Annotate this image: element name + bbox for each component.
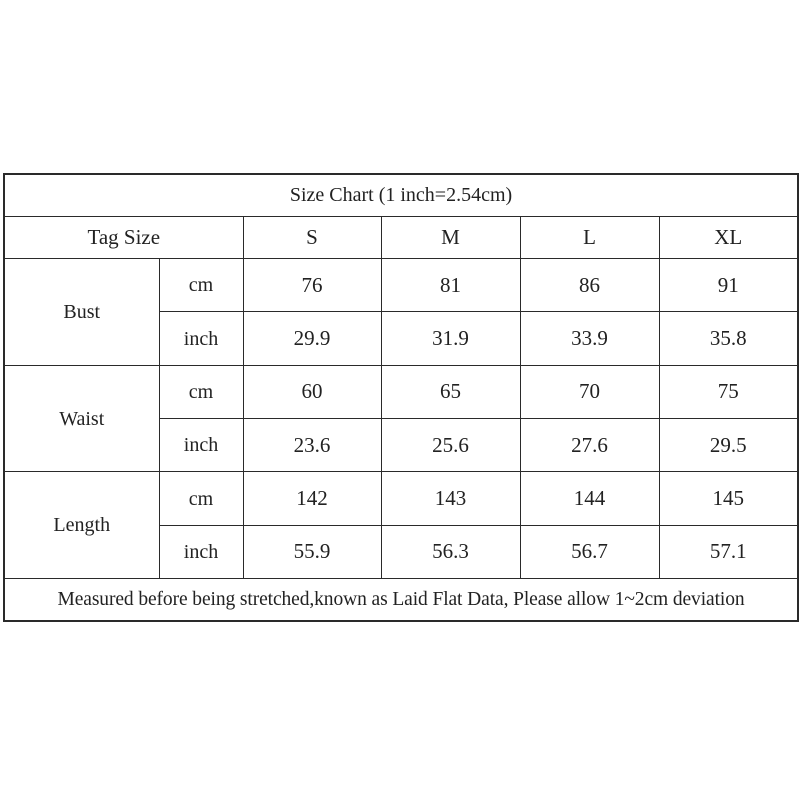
table-row xyxy=(4,365,798,418)
size-chart-table xyxy=(3,173,799,622)
size-header-l: L xyxy=(520,216,659,258)
table-cell: 56.7 xyxy=(520,525,659,578)
note-row xyxy=(4,579,798,621)
measurement-label-waist: Waist xyxy=(4,365,159,472)
table-cell: 31.9 xyxy=(381,312,520,365)
table-cell: 91 xyxy=(659,259,798,312)
unit-label: cm xyxy=(159,259,243,312)
table-cell: 142 xyxy=(243,472,381,525)
table-cell: 76 xyxy=(243,259,381,312)
table-cell: 65 xyxy=(381,365,520,418)
table-cell: 56.3 xyxy=(381,525,520,578)
unit-label: cm xyxy=(159,365,243,418)
table-cell: 25.6 xyxy=(381,419,520,472)
measurement-note: Measured before being stretched,known as Laid Flat Data, Please allow 1~2cm deviation xyxy=(4,579,798,621)
table-cell: 86 xyxy=(520,259,659,312)
table-cell: 33.9 xyxy=(520,312,659,365)
unit-label: inch xyxy=(159,312,243,365)
table-row xyxy=(4,472,798,525)
measurement-label-bust: Bust xyxy=(4,259,159,366)
table-cell: 60 xyxy=(243,365,381,418)
size-header-m: M xyxy=(381,216,520,258)
tag-size-header: Tag Size xyxy=(4,216,243,258)
unit-label: cm xyxy=(159,472,243,525)
table-cell: 144 xyxy=(520,472,659,525)
table-cell: 23.6 xyxy=(243,419,381,472)
unit-label: inch xyxy=(159,419,243,472)
table-cell: 75 xyxy=(659,365,798,418)
table-cell: 29.9 xyxy=(243,312,381,365)
size-header-s: S xyxy=(243,216,381,258)
unit-label: inch xyxy=(159,525,243,578)
table-cell: 145 xyxy=(659,472,798,525)
table-row xyxy=(4,259,798,312)
table-cell: 81 xyxy=(381,259,520,312)
table-cell: 27.6 xyxy=(520,419,659,472)
table-cell: 57.1 xyxy=(659,525,798,578)
title-row xyxy=(4,174,798,216)
chart-title: Size Chart (1 inch=2.54cm) xyxy=(4,174,798,216)
size-header-xl: XL xyxy=(659,216,798,258)
table-cell: 143 xyxy=(381,472,520,525)
table-cell: 70 xyxy=(520,365,659,418)
table-cell: 55.9 xyxy=(243,525,381,578)
header-row xyxy=(4,216,798,258)
measurement-label-length: Length xyxy=(4,472,159,579)
table-cell: 29.5 xyxy=(659,419,798,472)
table-cell: 35.8 xyxy=(659,312,798,365)
